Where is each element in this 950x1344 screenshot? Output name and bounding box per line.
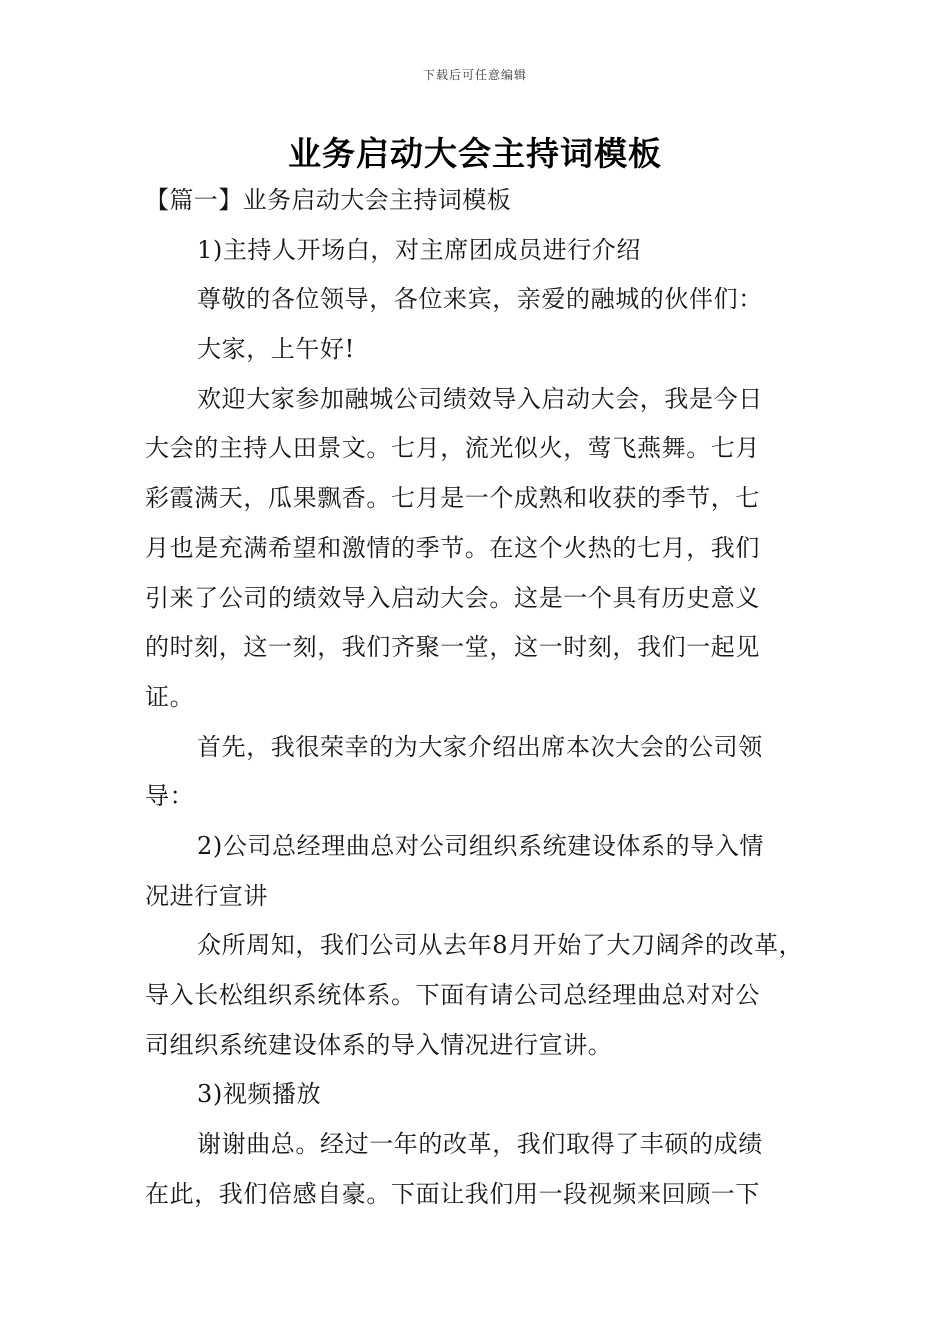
section-heading: 【篇一】业务启动大会主持词模板 [145, 186, 511, 214]
paragraph-line: 月也是充满希望和激情的季节。在这个火热的七月，我们 [145, 533, 760, 562]
paragraph-line: 尊敬的各位领导，各位来宾，亲爱的融城的伙伴们： [197, 285, 763, 314]
paragraph-line: 大家，上午好! [197, 335, 355, 364]
paragraph-line: 3)视频播放 [197, 1080, 322, 1109]
paragraph-line: 况进行宣讲 [145, 881, 268, 910]
paragraph-line: 谢谢曲总。经过一年的改革，我们取得了丰硕的成绩 [197, 1130, 763, 1159]
paragraph-line: 证。 [145, 682, 195, 711]
paragraph-line: 导： [145, 782, 195, 811]
paragraph-line: 的时刻，这一刻，我们齐聚一堂，这一时刻，我们一起见 [145, 633, 760, 662]
paragraph-line: 彩霞满天，瓜果飘香。七月是一个成熟和收获的季节，七 [145, 484, 760, 513]
paragraph-line: 引来了公司的绩效导入启动大会。这是一个具有历史意义 [145, 583, 760, 612]
header-note: 下载后可任意编辑 [422, 68, 527, 82]
paragraph-line: 司组织系统建设体系的导入情况进行宣讲。 [145, 1030, 613, 1059]
paragraph-line: 导入长松组织系统体系。下面有请公司总经理曲总对对公 [145, 981, 760, 1009]
paragraph-line: 首先，我很荣幸的为大家介绍出席本次大会的公司领 [197, 732, 763, 761]
paragraph-line: 1)主持人开场白，对主席团成员进行介绍 [197, 235, 642, 264]
document-title: 业务启动大会主持词模板 [288, 134, 662, 173]
paragraph-line: 欢迎大家参加融城公司绩效导入启动大会，我是今日 [197, 384, 763, 413]
paragraph-line: 在此，我们倍感自豪。下面让我们用一段视频来回顾一下 [145, 1179, 760, 1208]
document-body [145, 176, 825, 1219]
paragraph-line: 大会的主持人田景文。七月，流光似火，莺飞燕舞。七月 [145, 434, 760, 463]
paragraph-line: 众所周知，我们公司从去年8月开始了大刀阔斧的改革， [197, 931, 804, 960]
paragraph-line: 2)公司总经理曲总对公司组织系统建设体系的导入情 [197, 831, 765, 860]
